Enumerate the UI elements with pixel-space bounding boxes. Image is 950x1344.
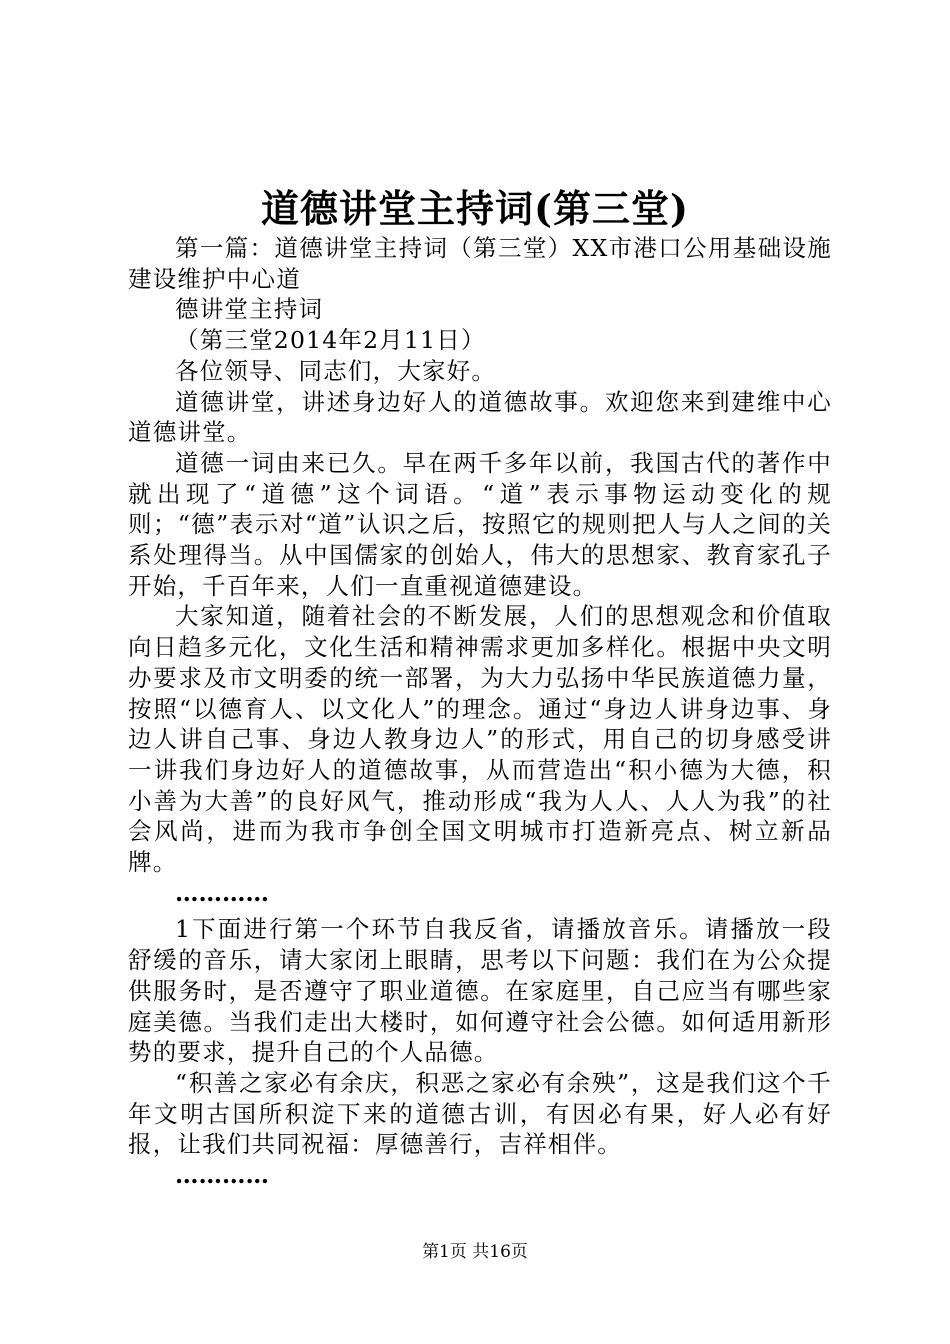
paragraph-background: 大家知道，随着社会的不断发展，人们的思想观念和价值取向日趋多元化，文化生活和精神需求更加多样化。根据中央文明办要求及市文明委的统一部署，为大力弘扬中华民族道德力量，按照“以德育人、以文化人”的理念。通过“身边人讲身边事、身边人讲自己事、身边人教身边人”的形式，用自己的切身感受讲一讲我们身边好人的道德故事，从而营造出“积小德为大德，积小善为大善”的良好风气，推动形成“我为人人、人人为我”的社会风尚，进而为我市争创全国文明城市打造新亮点、树立新品牌。 bbox=[128, 602, 832, 877]
paragraph-proverb: “积善之家必有余庆，积恶之家必有余殃”，这是我们这个千年文明古国所积淀下来的道德古训，有因必有果，好人必有好报，让我们共同祝福：厚德善行，吉祥相伴。 bbox=[128, 1068, 832, 1159]
paragraph-welcome: 道德讲堂，讲述身边好人的道德故事。欢迎您来到建维中心道德讲堂。 bbox=[128, 387, 832, 447]
paragraph-reflection: 1下面进行第一个环节自我反省，请播放音乐。请播放一段舒缓的音乐，请大家闭上眼睛，思考以下问题：我们在为公众提供服务时，是否遵守了职业道德。在家庭里，自己应当有哪些家庭美德。当我们走出大楼时，如何遵守社会公德。如何适用新形势的要求，提升自己的个人品德。 bbox=[128, 915, 832, 1067]
page-footer: 第1页 共16页 bbox=[422, 1242, 528, 1262]
paragraph-date: （第三堂2014年2月11日） bbox=[175, 326, 486, 355]
paragraph-origin: 道德一词由来已久。早在两千多年以前，我国古代的著作中就出现了“道德”这个词语。“道”表示事物运动变化的规则；“德”表示对“道”认识之后，按照它的规则把人与人之间的关系处理得当。从中国儒家的创始人，伟大的思想家、教育家孔子开始，千百年来，人们一直重视道德建设。 bbox=[128, 448, 832, 600]
ellipsis-separator: ………… bbox=[175, 1161, 269, 1190]
paragraph-greeting: 各位领导、同志们，大家好。 bbox=[175, 356, 497, 385]
ellipsis-separator: ………… bbox=[175, 878, 269, 907]
paragraph-intro: 第一篇：道德讲堂主持词（第三堂）XX市港口公用基础设施建设维护中心道 bbox=[128, 234, 832, 293]
document-body bbox=[128, 233, 832, 1197]
document-title: 道德讲堂主持词(第三堂) bbox=[261, 186, 689, 231]
paragraph-subtitle: 德讲堂主持词 bbox=[175, 295, 324, 324]
